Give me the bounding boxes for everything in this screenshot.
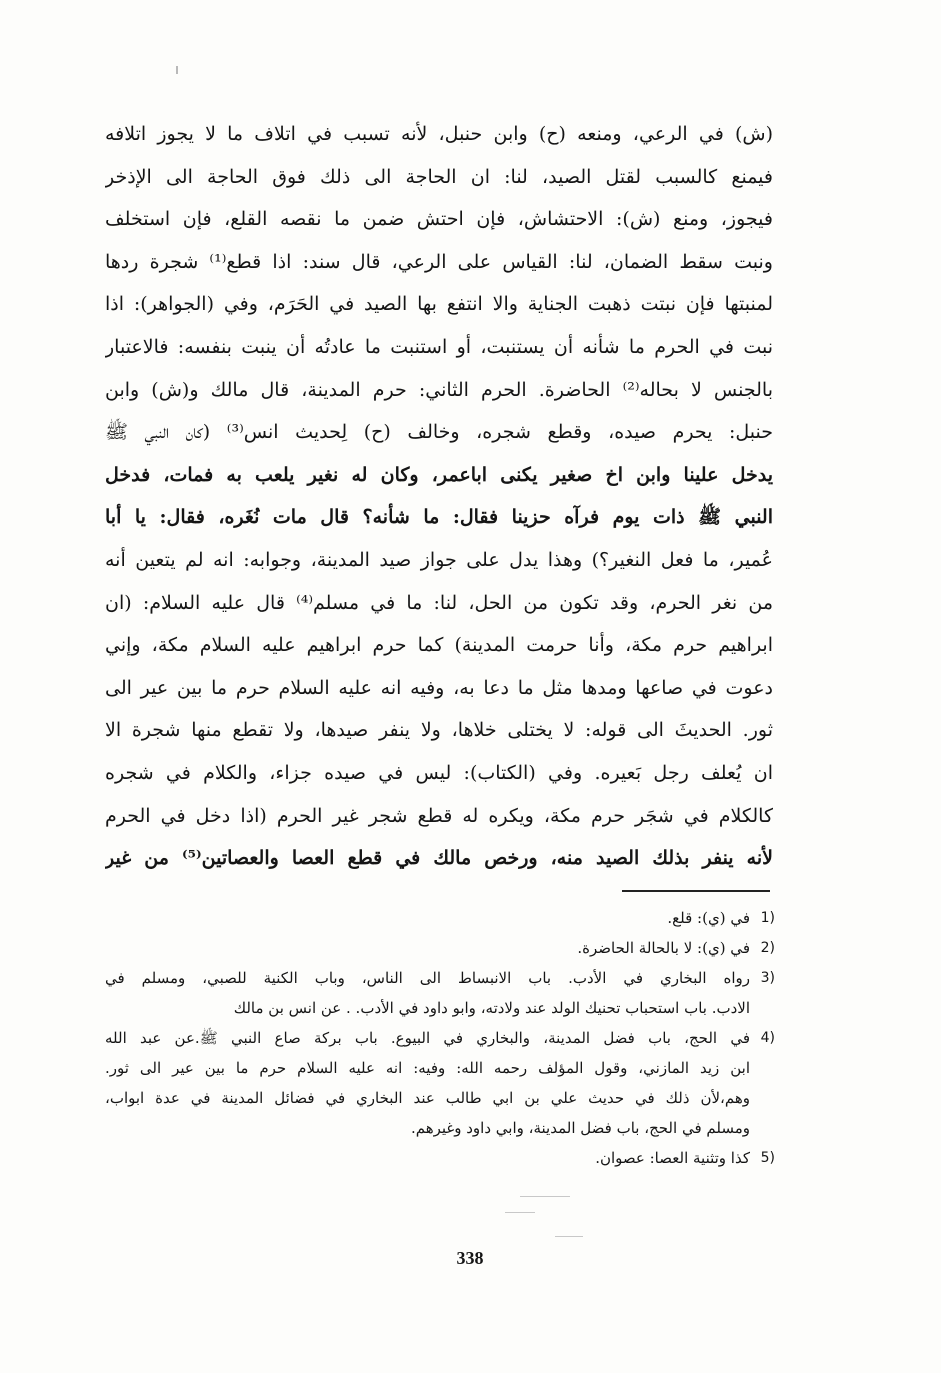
- footnote-separator: [622, 890, 770, 892]
- text-line-11: عُمير، ما فعل النغير؟) وهذا يدل على جواز صيد المدينة، وجوابه: انه لم يتعين أنه: [105, 548, 773, 571]
- scan-smudge: [520, 1196, 570, 1197]
- footnote-3: [105, 963, 775, 1023]
- text-line-13: ابراهيم حرم مكة، وأنا حرمت المدينة) كما حرم ابراهيم عليه السلام مكة، وإني: [105, 634, 773, 657]
- text-line-3: فيجوز، ومنع (ش): الاحتشاش، فإن احتش ضمن ما نقصه القلع، فإن استخلف: [105, 208, 773, 231]
- footnote-number: (3: [760, 970, 775, 986]
- footnote-1: [105, 903, 775, 933]
- scan-smudge: [555, 1236, 583, 1237]
- footnote-line: وهم،لأن ذلك في حديث علي بن ابي طالب عند البخاري في فضائل المدينة في عدة ابواب،: [105, 1089, 750, 1107]
- scan-speck: [176, 66, 178, 74]
- footnote-number: (2: [760, 940, 775, 956]
- text-line-18: لأنه ينفر بذلك الصيد منه، ورخص مالك في قطع العصا والعصاتين⁽⁵⁾ من غير: [105, 847, 773, 870]
- footnote-4: [105, 1023, 775, 1143]
- page-number: 338: [456, 1248, 484, 1268]
- text-line-8: حنبل: يحرم صيده، وقطع شجره، وخالف (ح) لِحديث انس⁽³⁾ (كان النبي ﷺ: [105, 421, 773, 444]
- text-line-2: فيمنع كالسبب لقتل الصيد، لنا: ان الحاجة الى ذلك فوق الحاجة الى الإذخر: [105, 165, 773, 188]
- footnote-5: [105, 1143, 775, 1173]
- text-line-9: يدخل علينا وابن اخ صغير يكنى اباعمر، وكان له نغير يلعب به فمات، فدخل: [105, 463, 773, 486]
- text-line-7: بالجنس لا بحاله⁽²⁾ الحاضرة. الحرم الثاني: حرم المدينة، قال مالك و(ش) وابن: [105, 378, 773, 401]
- text-line-10: النبي ﷺ ذات يوم فرآه حزينا فقال: ما شأنه؟ قال مات نُغَره، فقال: يا أبا: [105, 506, 773, 529]
- footnote-number: (4: [760, 1030, 775, 1046]
- footnote-line: كذا وتثنية العصا: عصوان.: [595, 1149, 750, 1167]
- scan-smudge: [505, 1212, 535, 1213]
- text-line-1: (ش) في الرعي، ومنعه (ح) وابن حنبل، لأنه تسبب في اتلاف ما لا يجوز اتلافه: [105, 123, 773, 145]
- text-line-17: كالكلام في شجَر حرم مكة، ويكره له قطع شجر غير الحرم (اذا دخل في الحرم: [105, 804, 773, 827]
- text-line-12: من نغر الحرم، وقد تكون من الحل، لنا: ما في مسلم⁽⁴⁾ قال عليه السلام: (ان: [105, 591, 773, 614]
- main-text-block: [105, 113, 773, 880]
- footnote-line: في الحج، باب فضل المدينة، والبخاري في البيوع. باب بركة صاع النبي ﷺ.عن عبد الله: [105, 1029, 750, 1047]
- footnote-line: في (ي): لا بالحالة الحاضرة.: [577, 939, 750, 957]
- text-line-15: ثور. الحديثَ الى قوله: لا يختلى خلاها، ولا ينفر صيدها، ولا تقطع منها شجرة الا: [105, 719, 773, 742]
- footnote-line: في (ي): قلع.: [667, 909, 750, 927]
- text-line-6: نبت في الحرم ما شأنه أن يستنبت، أو استنبت ما عادتُه أن ينبت بنفسه: فالاعتبار: [105, 335, 773, 358]
- text-line-5: لمنبتها فإن نبتت ذهبت الجناية والا انتفع بها الصيد في الحَرَم، وفي (الجواهر): اذا: [105, 293, 773, 316]
- footnote-number: (5: [760, 1150, 775, 1166]
- footnote-2: [105, 933, 775, 963]
- text-line-4: ونبت سقط الضمان، لنا: القياس على الرعي، قال سند: اذا قطع⁽¹⁾ شجرة ردها: [105, 250, 773, 273]
- footnote-line: الادب. باب استحباب تحنيك الولد عند ولادته، وابو داود في الأدب. . عن انس بن مالك: [233, 999, 750, 1017]
- footnote-number: (1: [760, 910, 775, 926]
- footnote-line: ابن زيد المازني، وقول المؤلف رحمه الله: وفيه: انه عليه السلام حرم ما بين عير الى ثور.: [105, 1059, 750, 1077]
- footnote-line: ومسلم في الحج، باب فضل المدينة، وابي داود وغيرهم.: [410, 1119, 750, 1137]
- footnotes-block: [105, 903, 775, 1173]
- text-line-16: ان يُعلف رجل بَعيره. وفي (الكتاب): ليس في صيده جزاء، والكلام في شجره: [105, 761, 773, 784]
- text-line-14: دعوت في صاعها ومدها مثل ما دعا به، وفيه انه عليه السلام حرم ما بين عير الى: [105, 676, 773, 699]
- footnote-line: رواه البخاري في الأدب. باب الانبساط الى الناس، وباب الكنية للصبي، ومسلم في: [105, 969, 750, 987]
